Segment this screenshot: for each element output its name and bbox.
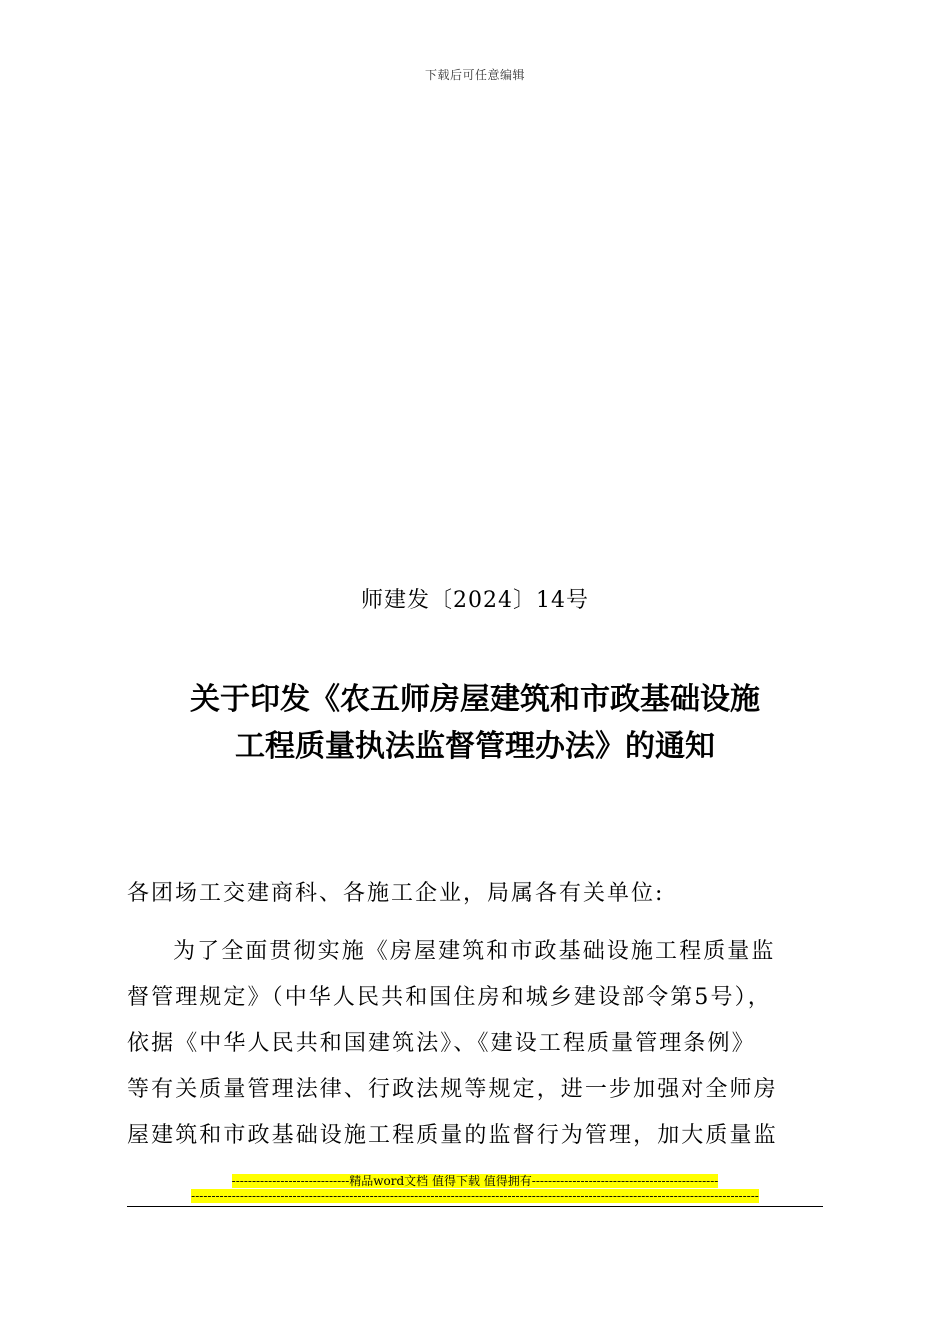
- body-line-4: 等有关质量管理法律、行政法规等规定，进一步加强对全师房: [127, 1077, 778, 1102]
- body-paragraph: [127, 929, 827, 1159]
- document-title-line-1: 关于印发《农五师房屋建筑和市政基础设施: [190, 682, 760, 717]
- footer-divider: [127, 1206, 823, 1207]
- body-line-5: 屋建筑和市政基础设施工程质量的监督行为管理，加大质量监: [127, 1123, 778, 1148]
- body-line-1: 为了全面贯彻实施《房屋建筑和市政基础设施工程质量监: [173, 939, 776, 964]
- footer-banner-bottom-text: --------------------------------------------------------------------------------------------------------------------------------------------: [191, 1189, 759, 1203]
- footer-banner-top-text: -----------------------------精品word文档 值得下载 值得拥有----------------------------------------------: [231, 1174, 719, 1188]
- body-line-3: 依据《中华人民共和国建筑法》、《建设工程质量管理条例》: [127, 1031, 756, 1056]
- footer-banner-top: [0, 1174, 950, 1188]
- footer-banner-bottom: [0, 1189, 950, 1203]
- document-title-line-2: 工程质量执法监督管理办法》的通知: [235, 729, 715, 764]
- body-line-2: 督管理规定》（中华人民共和国住房和城乡建设部令第5号），: [127, 985, 772, 1010]
- page-header-note: 下载后可任意编辑: [424, 68, 525, 82]
- document-title: [0, 676, 950, 770]
- document-number: 师建发〔2024〕14号: [361, 588, 589, 613]
- salutation: 各团场工交建商科、各施工企业，局属各有关单位:: [127, 881, 665, 906]
